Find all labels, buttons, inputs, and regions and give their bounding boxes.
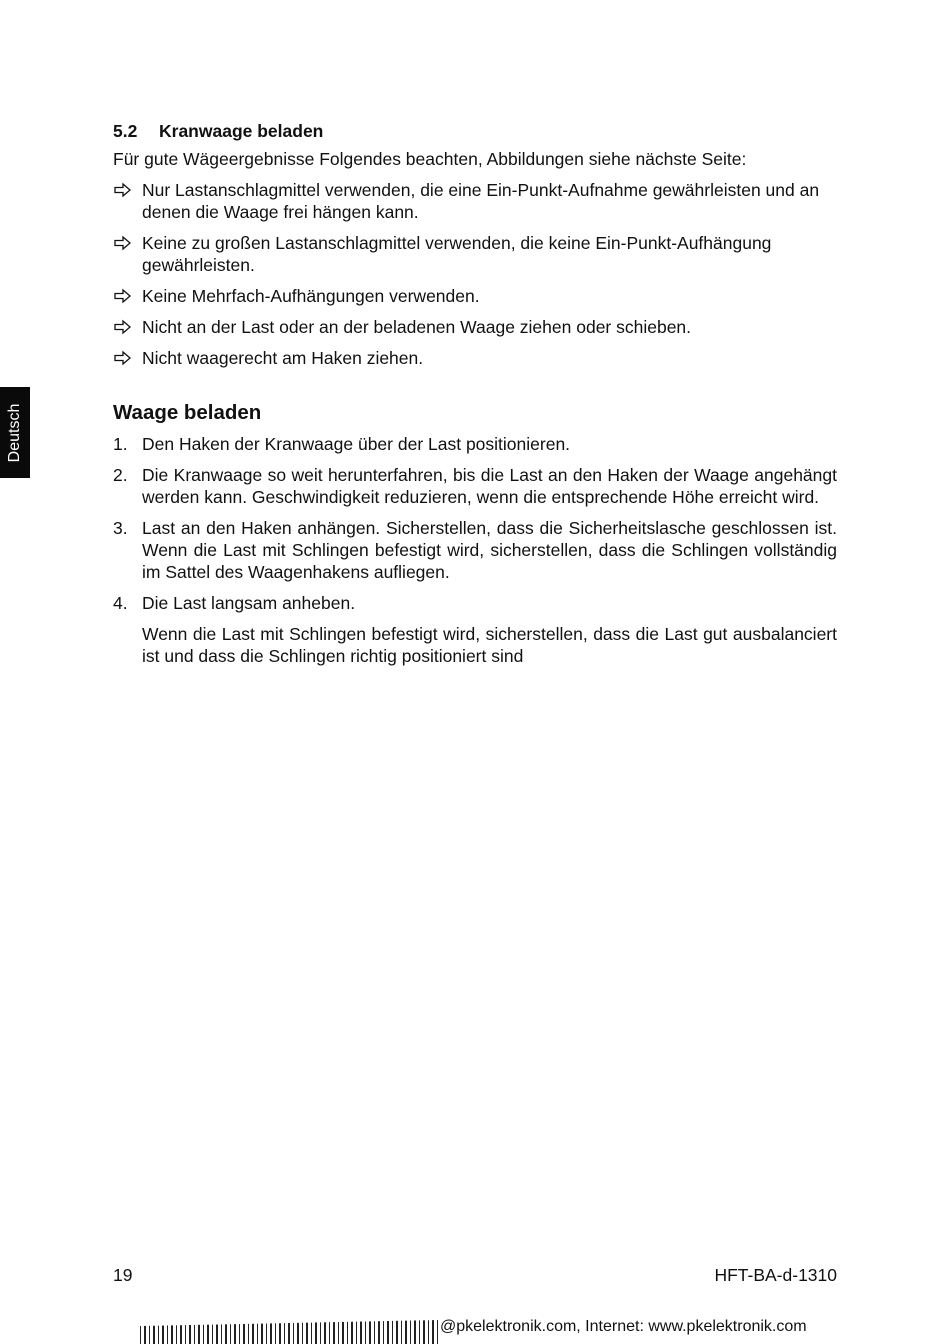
arrow-right-icon: [113, 180, 133, 200]
arrow-right-icon: [113, 233, 133, 253]
garbled-print-artifact: [140, 1314, 440, 1344]
step-text: Den Haken der Kranwaage über der Last positionieren.: [142, 434, 571, 454]
guideline-text: Nur Lastanschlagmittel verwenden, die eine Ein-Punkt-Aufnahme gewährleisten und an denen die Waage frei hängen kann.: [142, 180, 820, 222]
guideline-item: [113, 285, 837, 307]
document-id: HFT-BA-d-1310: [714, 1265, 837, 1285]
guideline-text: Keine zu großen Lastanschlagmittel verwenden, die keine Ein-Punkt-Aufhängung gewährleisten.: [142, 233, 772, 275]
guideline-text: Keine Mehrfach-Aufhängungen verwenden.: [142, 286, 480, 306]
guideline-item: [113, 232, 837, 276]
step-number: 2.: [113, 465, 128, 485]
contact-footer: [140, 1314, 830, 1344]
contact-text: @pkelektronik.com, Internet: www.pkelektronik.com: [440, 1318, 807, 1335]
section-intro: Für gute Wägeergebnisse Folgendes beachten, Abbildungen siehe nächste Seite:: [113, 149, 747, 169]
procedure-step: [113, 433, 837, 455]
procedure-note: Wenn die Last mit Schlingen befestigt wird, sicherstellen, dass die Last gut ausbalanciert ist und dass die Schlingen richtig positioniert sind: [142, 624, 837, 666]
language-label: Deutsch: [6, 403, 23, 462]
guideline-text: Nicht an der Last oder an der beladenen Waage ziehen oder schieben.: [142, 317, 692, 337]
guideline-item: [113, 179, 837, 223]
guideline-item: [113, 347, 837, 369]
procedure-heading: Waage beladen: [113, 401, 262, 424]
step-text: Die Last langsam anheben.: [142, 593, 356, 613]
step-text: Die Kranwaage so weit herunterfahren, bis die Last an den Haken der Waage angehängt werden kann. Geschwindigkeit reduzieren, wenn die entsprechende Höhe erreicht wird.: [142, 465, 837, 507]
step-number: 3.: [113, 518, 128, 538]
arrow-right-icon: [113, 317, 133, 337]
guideline-text: Nicht waagerecht am Haken ziehen.: [142, 348, 424, 368]
procedure-steps: [113, 433, 837, 614]
section-title: Kranwaage beladen: [159, 121, 324, 141]
language-side-tab: [0, 387, 30, 478]
section-number: 5.2: [113, 121, 138, 141]
procedure-step: [113, 464, 837, 508]
page-content: [113, 120, 837, 667]
guideline-list: [113, 179, 837, 369]
arrow-right-icon: [113, 286, 133, 306]
procedure-step: [113, 592, 837, 614]
step-number: 4.: [113, 593, 128, 613]
page-number: 19: [113, 1265, 133, 1285]
procedure-step: [113, 517, 837, 583]
step-number: 1.: [113, 434, 128, 454]
arrow-right-icon: [113, 348, 133, 368]
section-heading: [113, 120, 837, 144]
step-text: Last an den Haken anhängen. Sicherstellen, dass die Sicherheitslasche geschlossen ist. Wenn die Last mit Schlingen befestigt wird, sicherstellen, dass die Schlingen vollständig im Sattel des Waagenhakens aufliegen.: [142, 518, 837, 582]
guideline-item: [113, 316, 837, 338]
